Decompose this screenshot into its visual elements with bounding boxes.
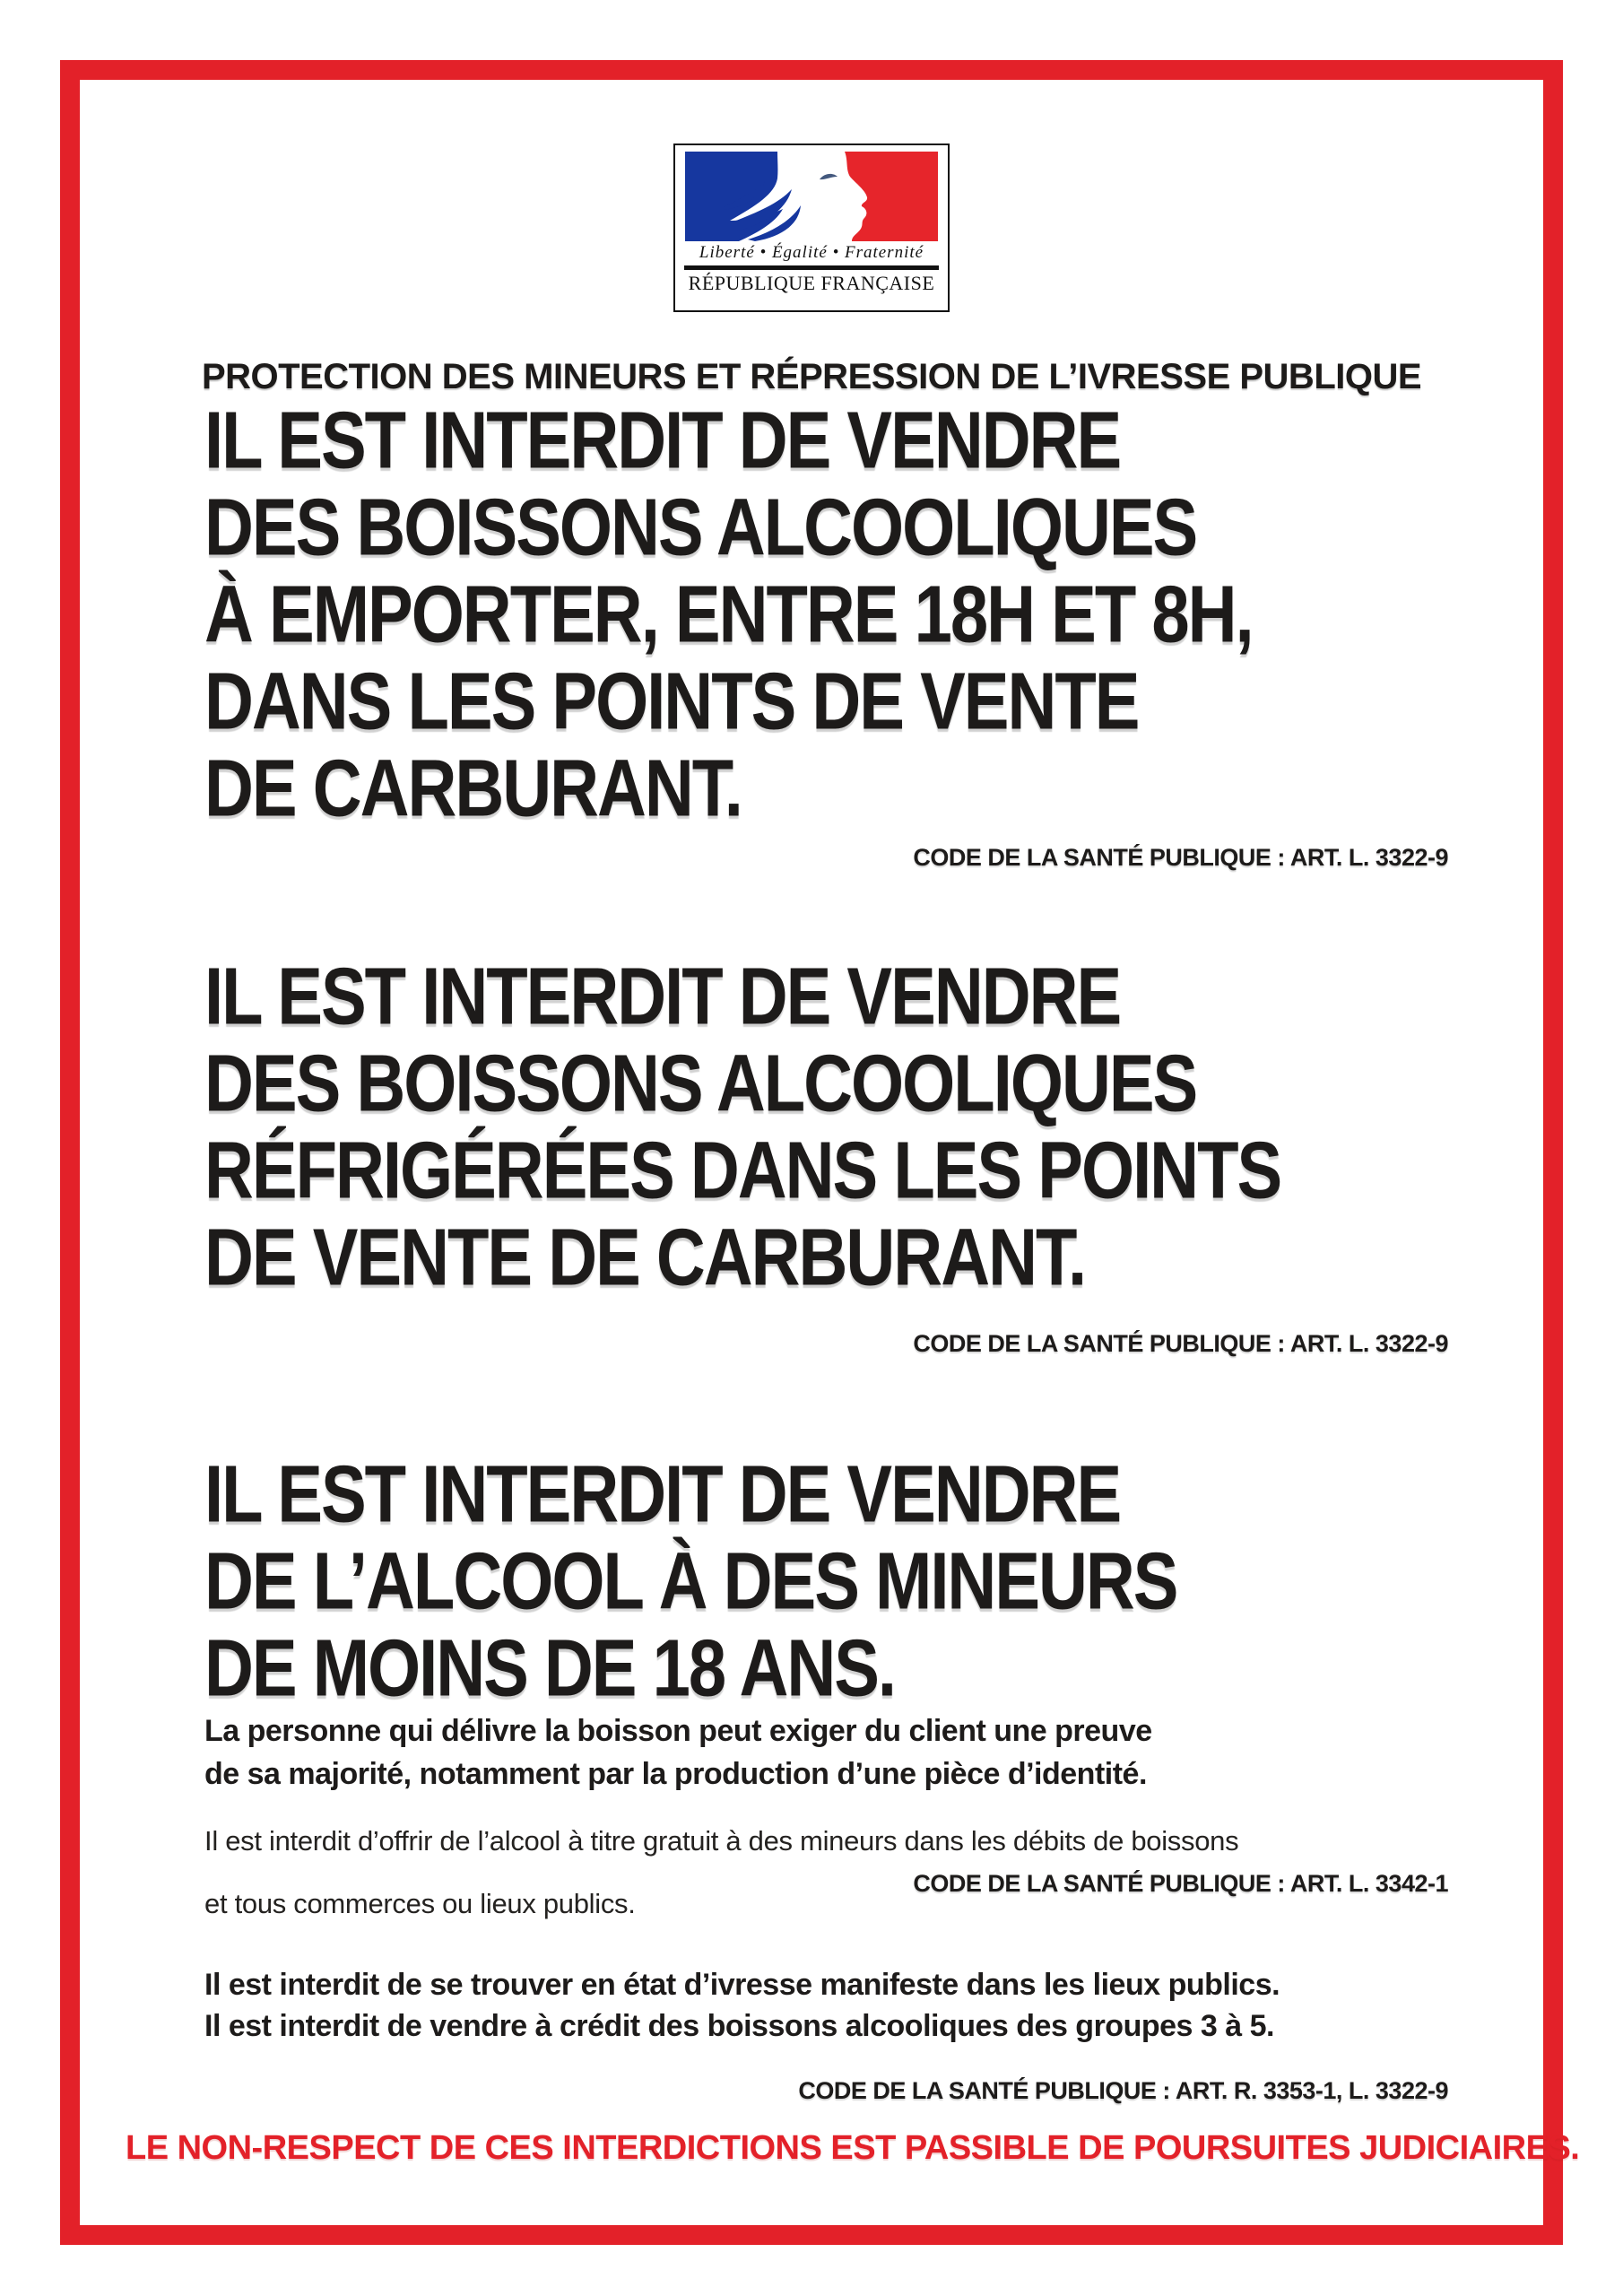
headline-line: DE MOINS DE 18 ANS.: [204, 1623, 896, 1714]
headline-block-2: [204, 953, 1462, 1301]
legal-code-reference-4: CODE DE LA SANTÉ PUBLIQUE : ART. R. 3353-1, L. 3322-9: [798, 2077, 1448, 2104]
proof-of-age-line: de sa majorité, notamment par la production d’une pièce d’identité.: [204, 1757, 1147, 1791]
headline-line: IL EST INTERDIT DE VENDRE: [204, 1449, 1121, 1540]
headline-line: DE CARBURANT.: [204, 744, 742, 834]
headline-line: DE VENTE DE CARBURANT.: [204, 1213, 1086, 1303]
headline-line: RÉFRIGÉRÉES DANS LES POINTS: [204, 1126, 1281, 1216]
headline-line: DES BOISSONS ALCOOLIQUES: [204, 483, 1197, 573]
marianne-flag-icon: [685, 152, 938, 241]
legal-code-reference-1: CODE DE LA SANTÉ PUBLIQUE : ART. L. 3322-9: [913, 844, 1448, 871]
proof-of-age-note: [204, 1709, 1152, 1796]
free-alcohol-line: et tous commerces ou lieux publics.: [204, 1888, 636, 1919]
logo-republic-name: RÉPUBLIQUE FRANÇAISE: [688, 272, 935, 294]
headline-line: IL EST INTERDIT DE VENDRE: [204, 952, 1121, 1042]
footer-statement-line: Il est interdit de vendre à crédit des boissons alcooliques des groupes 3 à 5.: [204, 2009, 1274, 2043]
headline-line: IL EST INTERDIT DE VENDRE: [204, 396, 1121, 486]
headline-block-1: [204, 397, 1462, 832]
public-drunkenness-note: [204, 1964, 1280, 2047]
headline-block-3: [204, 1451, 1462, 1712]
free-alcohol-line: Il est interdit d’offrir de l’alcool à titre gratuit à des mineurs dans les débits de boissons: [204, 1825, 1239, 1857]
logo-divider: [684, 265, 939, 270]
proof-of-age-line: La personne qui délivre la boisson peut exiger du client une preuve: [204, 1714, 1152, 1748]
republique-francaise-logo: [673, 144, 950, 312]
judicial-warning: LE NON-RESPECT DE CES INTERDICTIONS EST PASSIBLE DE POURSUITES JUDICIAIRES.: [126, 2129, 1580, 2167]
headline-line: DANS LES POINTS DE VENTE: [204, 657, 1139, 747]
legal-code-reference-3: CODE DE LA SANTÉ PUBLIQUE : ART. L. 3342-1: [913, 1870, 1448, 1897]
footer-statement-line: Il est interdit de se trouver en état d’ivresse manifeste dans les lieux publics.: [204, 1968, 1280, 2002]
poster-kicker: PROTECTION DES MINEURS ET RÉPRESSION DE L’IVRESSE PUBLIQUE: [201, 357, 1422, 396]
legal-code-reference-2: CODE DE LA SANTÉ PUBLIQUE : ART. L. 3322-9: [913, 1330, 1448, 1357]
logo-motto: Liberté • Égalité • Fraternité: [699, 243, 924, 262]
headline-line: DES BOISSONS ALCOOLIQUES: [204, 1039, 1197, 1129]
headline-line: DE L’ALCOOL À DES MINEURS: [204, 1536, 1177, 1627]
headline-line: À EMPORTER, ENTRE 18H ET 8H,: [204, 570, 1253, 660]
